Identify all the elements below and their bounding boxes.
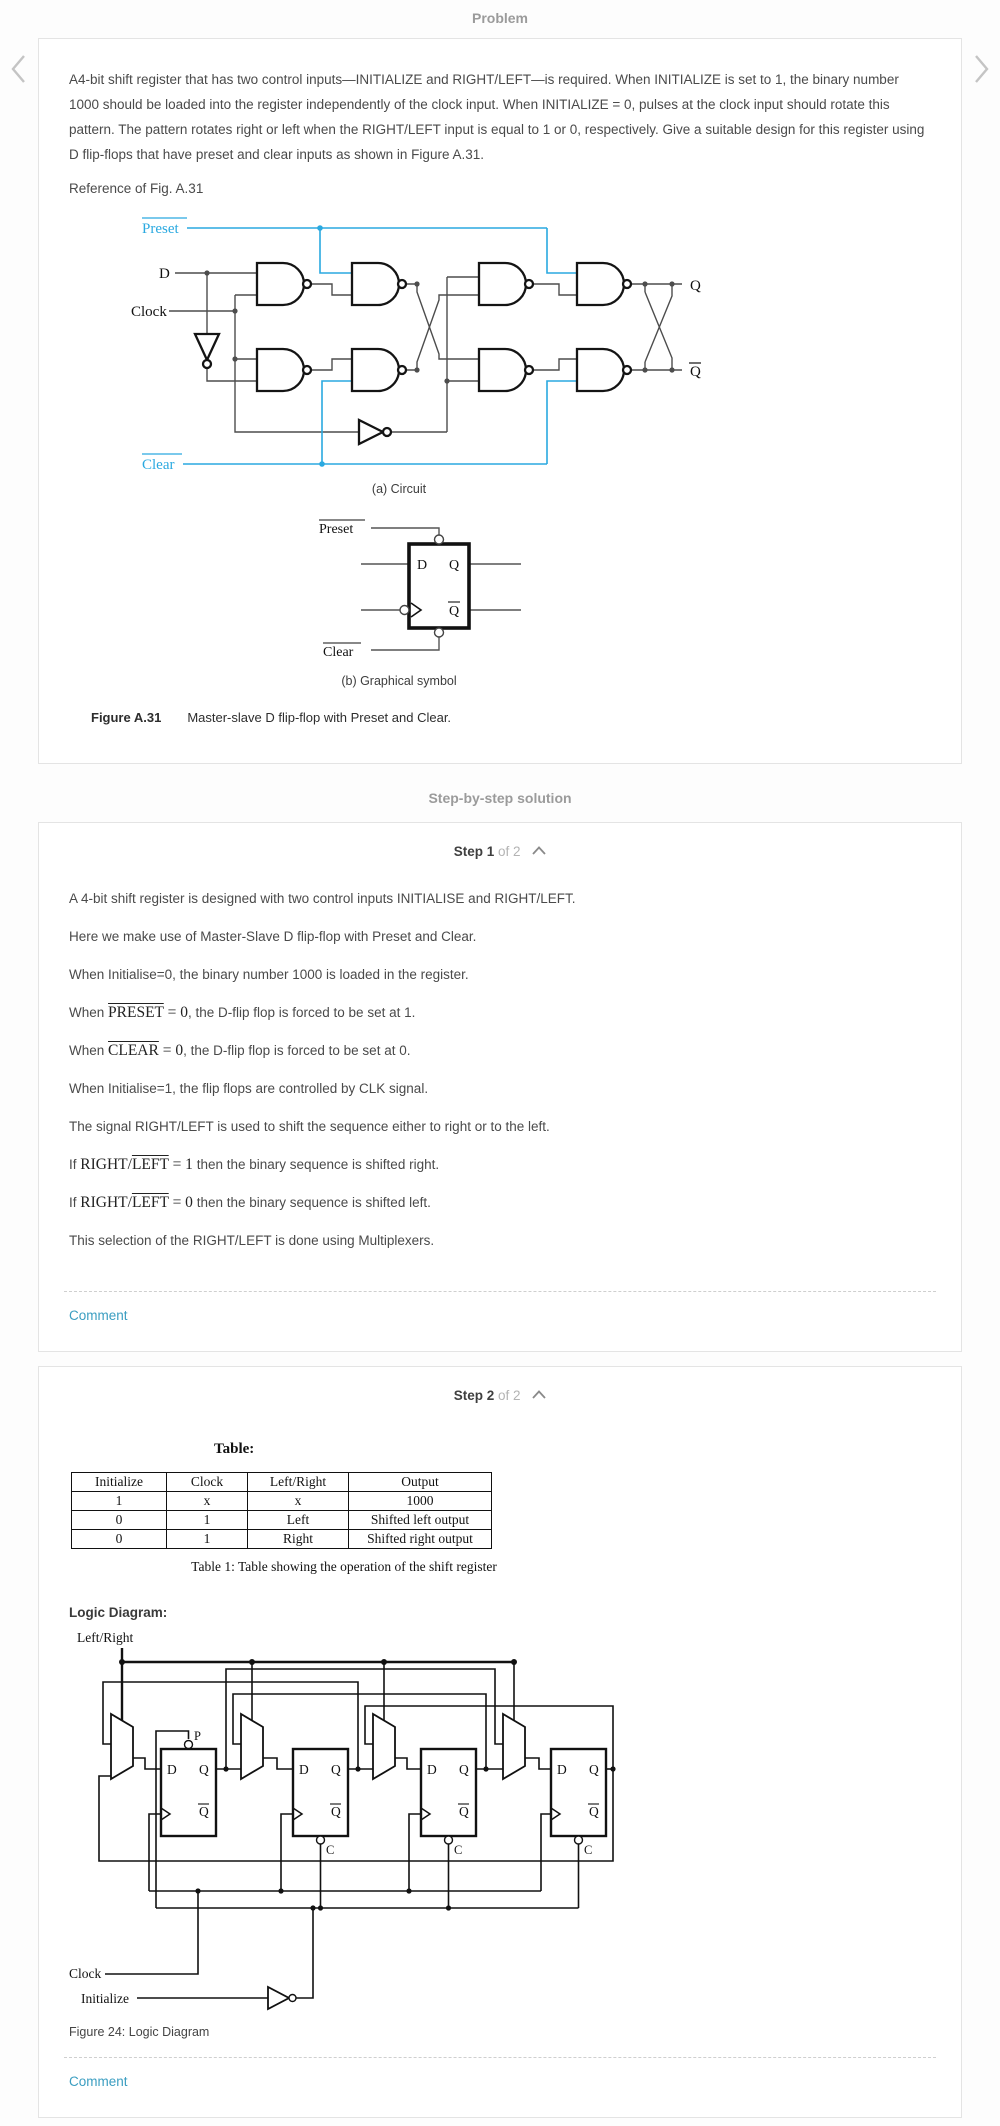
ff-q-label: Q — [459, 1762, 469, 1777]
step1-line: If RIGHT/LEFT = 1 then the binary sequence is shifted right. — [69, 1156, 440, 1173]
table-heading: Table: — [214, 1441, 255, 1457]
step1-line: When Initialise=1, the flip flops are controlled by CLK signal. — [69, 1081, 429, 1096]
step1-line: When PRESET = 0, the D-flip flop is forced to be set at 1. — [69, 1004, 416, 1021]
cell: Shifted right output — [349, 1530, 492, 1549]
figure-number: Figure A.31 — [91, 710, 162, 725]
solution-heading: Step-by-step solution — [428, 790, 572, 806]
comment-link-step2[interactable]: Comment — [69, 2074, 128, 2089]
step1-line: If RIGHT/LEFT = 0 then the binary sequence is shifted left. — [69, 1194, 431, 1211]
logic-diagram-heading: Logic Diagram: — [69, 1605, 168, 1620]
caption-symbol: (b) Graphical symbol — [341, 674, 457, 688]
cell: Right — [248, 1530, 349, 1549]
q-bar-output-label: Q — [690, 364, 701, 380]
d-input-label: D — [159, 266, 170, 282]
ff-d-label: D — [557, 1762, 567, 1777]
chevron-up-icon — [532, 846, 546, 855]
col-header: Output — [349, 1473, 492, 1492]
table-row — [72, 1530, 492, 1549]
step1-title: Step 1 — [453, 844, 495, 859]
chevron-right-icon — [968, 52, 994, 86]
cell: 1000 — [349, 1492, 492, 1511]
cell: 1 — [72, 1492, 167, 1511]
problem-text: A4-bit shift register that has two control inputs—INITIALIZE and RIGHT/LEFT—is required. When INITIALIZE is set to 1, the binary number 1000 should be loaded into the register independently of the clock input. When INITIALIZE = 0, pulses at the clock input should rotate this pattern. The pattern rotates right or left when the RIGHT/LEFT input is equal to 1 or 0, respectively. Give a suitable design for this register using D flip-flops that have preset and clear inputs as shown in Figure A.31. — [69, 72, 925, 162]
left-right-label: Left/Right — [77, 1630, 134, 1645]
ff-d-label: D — [299, 1762, 309, 1777]
step1-line: Here we make use of Master-Slave D flip-flop with Preset and Clear. — [69, 929, 477, 944]
c-label: C — [584, 1843, 593, 1857]
step2-header — [39, 1367, 961, 1407]
step1-of: of 2 — [497, 844, 521, 859]
ff-d-label: D — [167, 1762, 177, 1777]
cell: 0 — [72, 1511, 167, 1530]
graphical-symbol — [291, 506, 591, 668]
step1-line: A 4-bit shift register is designed with two control inputs INITIALISE and RIGHT/LEFT. — [69, 891, 576, 906]
symbol-d-label: D — [417, 558, 428, 573]
cell: Left — [248, 1511, 349, 1530]
prev-button[interactable] — [6, 52, 32, 86]
step2-of: of 2 — [497, 1388, 521, 1403]
symbol-preset-label: Preset — [319, 522, 354, 537]
clear-label: Clear — [142, 457, 175, 473]
step1-line: The signal RIGHT/LEFT is used to shift the sequence either to right or to the left. — [69, 1119, 550, 1134]
ff-q-label: Q — [199, 1762, 209, 1777]
step1-header — [39, 823, 961, 863]
ff-q-label: Q — [589, 1762, 599, 1777]
divider — [64, 2057, 936, 2058]
initialize-label: Initialize — [81, 1991, 129, 2006]
table-row — [72, 1511, 492, 1530]
table-row — [72, 1492, 492, 1511]
comment-link-step1[interactable]: Comment — [69, 1308, 128, 1323]
c-label: C — [454, 1843, 463, 1857]
collapse-step1-button[interactable] — [532, 843, 546, 858]
figure-caption-text: Master-slave D flip-flop with Preset and Clear. — [187, 710, 452, 725]
ff-qbar-label: Q — [459, 1804, 469, 1819]
step1-line: When Initialise=0, the binary number 1000 is loaded in the register. — [69, 967, 469, 982]
ff-q-label: Q — [331, 1762, 341, 1777]
cell: x — [248, 1492, 349, 1511]
clock-label: Clock — [69, 1966, 102, 1981]
chevron-up-icon — [532, 1390, 546, 1399]
symbol-clear-label: Clear — [323, 645, 354, 660]
clock-input-label: Clock — [131, 304, 167, 320]
cell: 1 — [167, 1511, 248, 1530]
step1-line: When CLEAR = 0, the D-flip flop is forced to be set at 0. — [69, 1042, 411, 1059]
caption-circuit: (a) Circuit — [371, 482, 427, 496]
step2-title: Step 2 — [453, 1388, 495, 1403]
symbol-q-bar-label: Q — [449, 604, 460, 619]
step1-body — [39, 863, 961, 1273]
step1-line: This selection of the RIGHT/LEFT is done using Multiplexers. — [69, 1233, 435, 1248]
table-header-row — [72, 1473, 492, 1492]
cell: 1 — [167, 1530, 248, 1549]
step1-card — [38, 822, 962, 1352]
chevron-left-icon — [6, 52, 32, 86]
col-header: Initialize — [72, 1473, 167, 1492]
ff-qbar-label: Q — [589, 1804, 599, 1819]
q-output-label: Q — [690, 278, 701, 294]
cell: x — [167, 1492, 248, 1511]
figure-a31 — [69, 204, 769, 725]
figure-caption-line — [91, 710, 769, 725]
ff-qbar-label: Q — [199, 1804, 209, 1819]
col-header: Left/Right — [248, 1473, 349, 1492]
page-title: Problem — [471, 10, 528, 26]
divider — [64, 1291, 936, 1292]
logic-diagram — [63, 1626, 623, 2011]
c-label: C — [326, 1843, 335, 1857]
col-header: Clock — [167, 1473, 248, 1492]
operation-table — [71, 1472, 492, 1549]
next-button[interactable] — [968, 52, 994, 86]
problem-card — [38, 38, 962, 764]
symbol-q-label: Q — [449, 558, 460, 573]
p-label: P — [194, 1729, 201, 1743]
logic-figure-caption: Figure 24: Logic Diagram — [69, 2025, 210, 2039]
collapse-step2-button[interactable] — [532, 1387, 546, 1402]
preset-label: Preset — [142, 221, 179, 237]
circuit-diagram — [107, 204, 707, 476]
table-caption: Table 1: Table showing the operation of the shift register — [191, 1559, 497, 1574]
ff-qbar-label: Q — [331, 1804, 341, 1819]
cell: Shifted left output — [349, 1511, 492, 1530]
ff-d-label: D — [427, 1762, 437, 1777]
cell: 0 — [72, 1530, 167, 1549]
figure-reference: Reference of Fig. A.31 — [69, 181, 204, 196]
step2-card — [38, 1366, 962, 2118]
